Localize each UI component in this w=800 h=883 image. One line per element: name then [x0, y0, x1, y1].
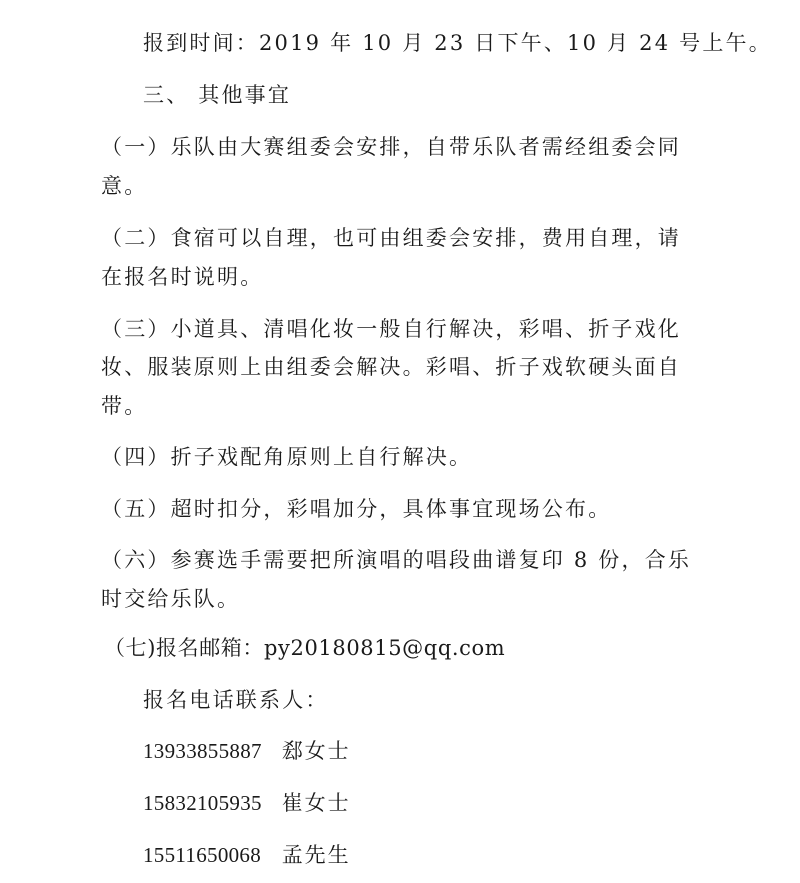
item-6-line-1: （六）参赛选手需要把所演唱的唱段曲谱复印 8 份，合乐 — [101, 548, 692, 572]
email-line: （七)报名邮箱：py20180815@qq.com — [104, 636, 506, 660]
item-1-line-2: 意。 — [101, 174, 148, 198]
contact-name: 崔女士 — [281, 791, 351, 815]
contact-phone: 15511650068 — [143, 843, 262, 867]
item-3-line-3: 带。 — [101, 394, 148, 418]
contact-name: 孟先生 — [281, 843, 351, 867]
item-3-line-2: 妆、服装原则上由组委会解决。彩唱、折子戏软硬头面自 — [101, 355, 681, 379]
contacts-heading: 报名电话联系人： — [143, 688, 329, 712]
contact-phone: 13933855887 — [143, 739, 262, 763]
item-1-line-1: （一）乐队由大赛组委会安排，自带乐队者需经组委会同 — [101, 135, 681, 159]
item-6-line-2: 时交给乐队。 — [101, 587, 241, 611]
item-2-line-1: （二）食宿可以自理，也可由组委会安排，费用自理，请 — [101, 226, 681, 250]
contact-phone: 15832105935 — [143, 791, 262, 815]
item-3-line-1: （三）小道具、清唱化妆一般自行解决，彩唱、折子戏化 — [101, 317, 681, 341]
item-5-line-1: （五）超时扣分，彩唱加分，具体事宜现场公布。 — [101, 497, 612, 521]
contact-row — [143, 791, 351, 815]
contact-row — [143, 843, 351, 867]
item-4-line-1: （四）折子戏配角原则上自行解决。 — [101, 445, 473, 469]
contact-name: 郄女士 — [281, 739, 351, 763]
section-title: 三、 其他事宜 — [143, 83, 292, 107]
registration-time: 报到时间：2019 年 10 月 23 日下午、10 月 24 号上午。 — [143, 31, 772, 55]
item-2-line-2: 在报名时说明。 — [101, 265, 264, 289]
contact-row — [143, 739, 351, 763]
